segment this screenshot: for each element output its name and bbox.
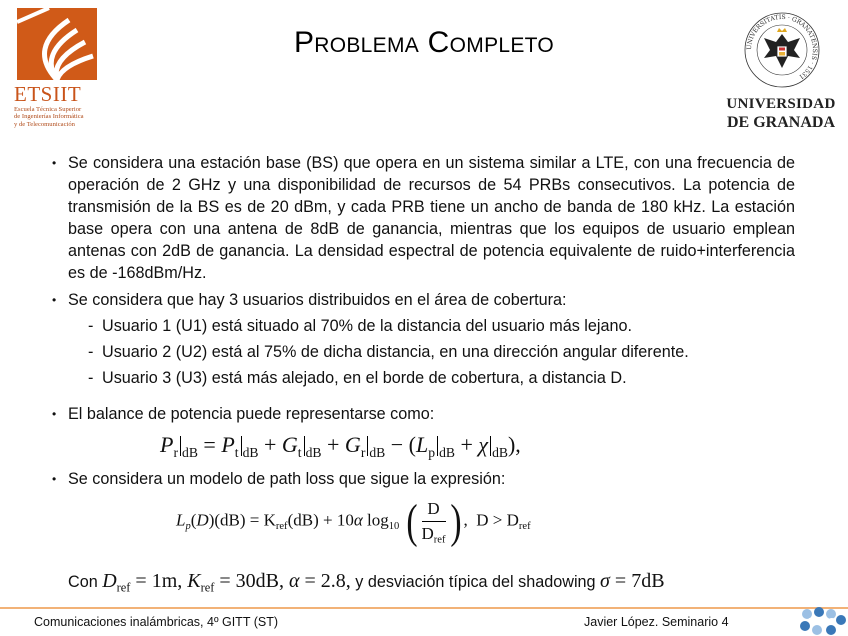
tstc-logo-text: TSTC <box>808 617 836 628</box>
dref-value: = 1m, <box>135 570 183 592</box>
seal-ring-text: UNIVERSITATIS · GRANATENSIS · 1531 <box>745 13 819 81</box>
paragraph-3: El balance de potencia puede representarse como: <box>68 405 435 423</box>
footer-course: Comunicaciones inalámbricas, 4º GITT (ST) <box>34 615 278 629</box>
bullet-icon: • <box>52 407 57 421</box>
alpha-value: = 2.8, <box>304 570 351 592</box>
university-name-line1: UNIVERSIDAD <box>726 96 836 112</box>
bullet-icon: • <box>52 472 57 486</box>
ugr-logo <box>718 8 844 132</box>
user-1-text: Usuario 1 (U1) está situado al 70% de la distancia del usuario más lejano. <box>102 317 632 335</box>
university-name-line2: DE GRANADA <box>727 114 835 131</box>
bullet-icon: • <box>52 293 57 307</box>
etsiit-logo <box>12 6 100 130</box>
paragraph-1: Se considera una estación base (BS) que opera en un sistema similar a LTE, con una frecuencia de operación de 2 GHz y una disponibilidad de recursos de 54 PRBs consecutivos. La potencia de transmisión de la BS es de 20 dBm, y cada PRB tiene un ancho de banda de 180 kHz. La estación base opera con una antena de 8dB de ganancia, mientras que los equipos de usuario emplean antenas con 2dB de ganancia. La densidad espectral de potencia equivalente de ruido+interferencia es de -168dBm/Hz. <box>68 154 795 282</box>
bullet-icon: • <box>52 156 57 170</box>
paragraph-4: Se considera un modelo de path loss que sigue la expresión: <box>68 470 506 488</box>
con-word: Con <box>68 573 98 591</box>
shadow-text: y desviación típica del shadowing <box>355 573 596 591</box>
tstc-logo-icon <box>797 606 847 636</box>
dash-icon: - <box>88 369 94 387</box>
footer-divider <box>0 607 848 609</box>
paragraph-2: Se considera que hay 3 usuarios distribuidos en el área de cobertura: <box>68 291 567 309</box>
etsiit-name: ETSIIT <box>14 82 82 106</box>
footer-author: Javier López. Seminario 4 <box>584 615 729 629</box>
dash-icon: - <box>88 343 94 361</box>
dash-icon: - <box>88 317 94 335</box>
sigma-value: = 7dB <box>614 570 665 592</box>
user-3-text: Usuario 3 (U3) está más alejado, en el borde de cobertura, a distancia D. <box>102 369 627 387</box>
page-title: Problema Completo <box>293 26 555 59</box>
etsiit-subtitle: Escuela Técnica Superior de Ingenierías Informática y de Telecomunicación <box>14 106 84 128</box>
ugr-seal-icon <box>744 12 820 88</box>
power-balance-equation: $P_r$ $_{dB} = P_t$ $_{dB} + G_t$ $_{dB} + G_r$ $_{dB} - (L_p$ $_{dB}$ + χ $_{dB}$), <box>160 432 521 460</box>
path-loss-equation: $L_p(D)(dB) = K_{ref}(dB) + 10\alpha$ $\log_{10}$ ( $\frac{D}{D_{ref}}$ ) , $D > D_{ref}$ <box>176 495 531 548</box>
parameters-line: Con $D_{ref} = 1m$, $K_{ref} = 30dB$, α = 2.8, y desviación típica del shadowing σ = 7dB <box>68 570 665 595</box>
user-2-text: Usuario 2 (U2) está al 75% de dicha distancia, en una dirección angular diferente. <box>102 343 689 361</box>
kref-value: = 30dB, <box>219 570 284 592</box>
